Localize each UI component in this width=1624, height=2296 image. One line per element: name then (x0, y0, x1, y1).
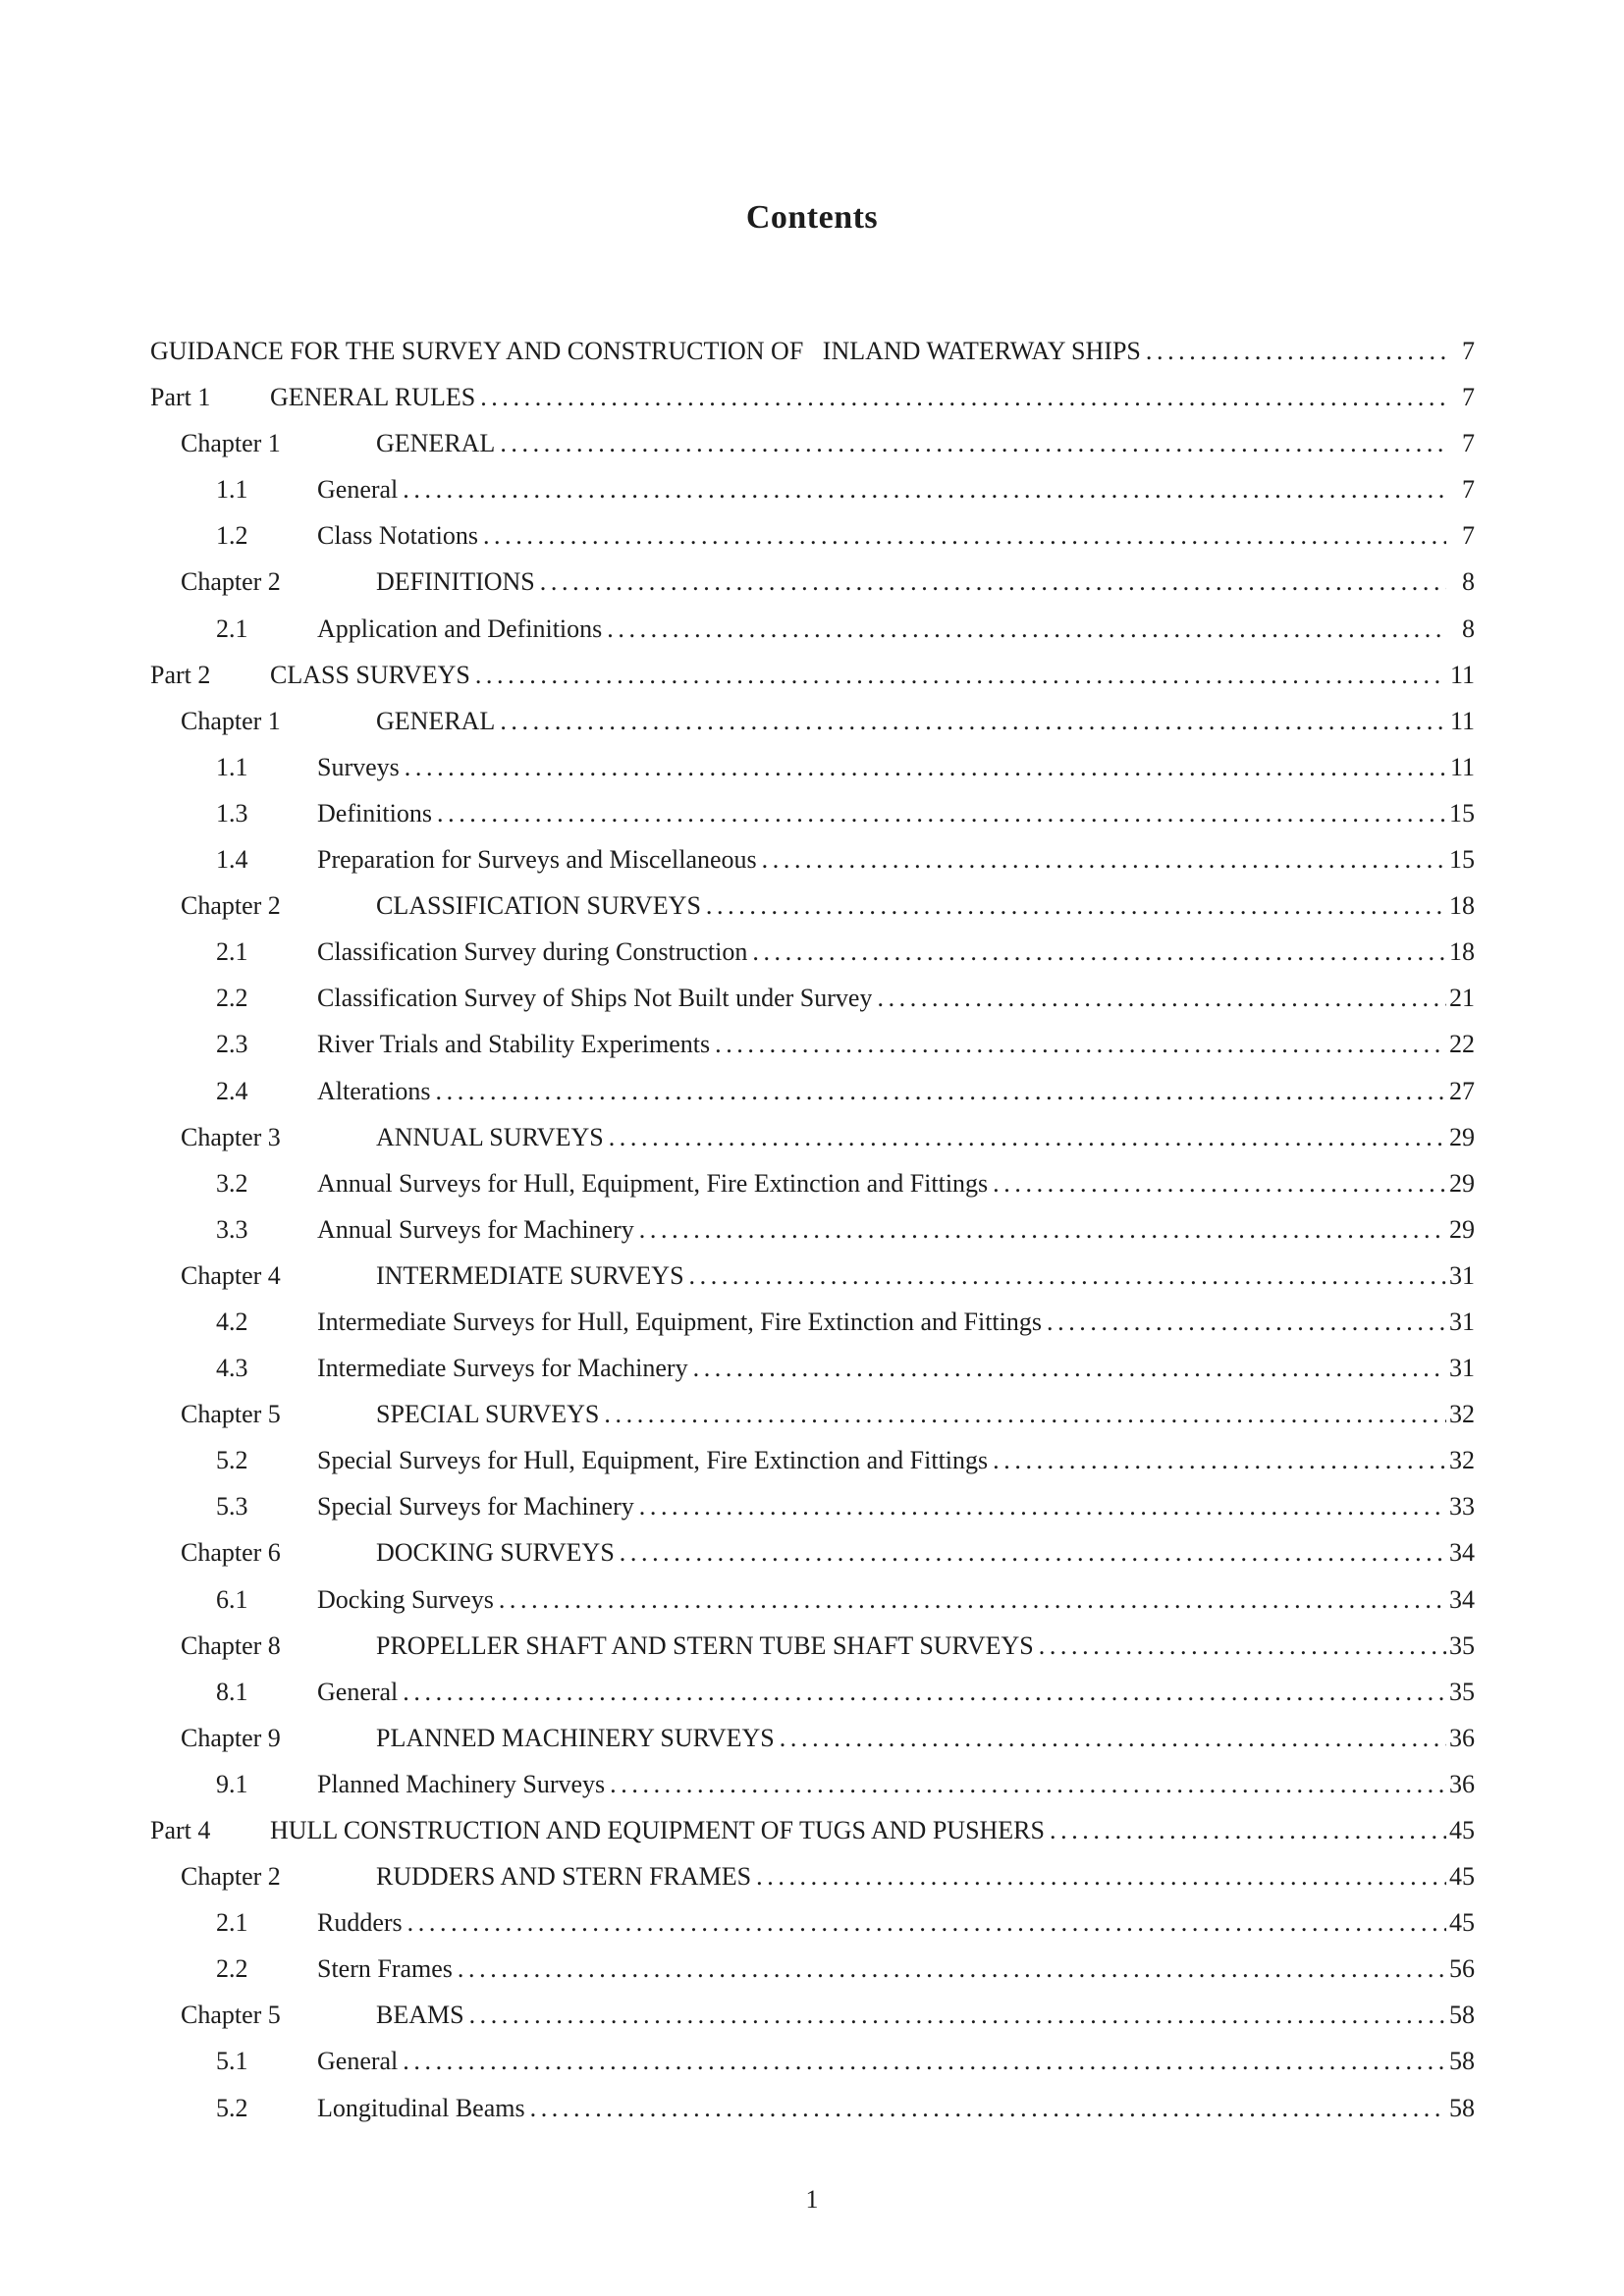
toc-entry-title: SPECIAL SURVEYS (376, 1400, 600, 1429)
toc-entry-page: 58 (1449, 2093, 1475, 2122)
toc-entry-number: 2.1 (216, 1908, 248, 1938)
toc-entry-title: HULL CONSTRUCTION AND EQUIPMENT OF TUGS AND PUSHERS (270, 1816, 1045, 1844)
toc-entry-page: 8 (1462, 614, 1475, 643)
toc-entry-title: GENERAL (376, 429, 496, 458)
toc-dot-leader (469, 1992, 1446, 2038)
toc-entry-title: Class Notations (317, 521, 478, 551)
toc-entry-title: GUIDANCE FOR THE SURVEY AND CONSTRUCTION OF INLAND WATERWAY SHIPS (150, 337, 1141, 365)
toc-entry (150, 975, 1475, 1021)
toc-entry-page: 11 (1449, 660, 1475, 689)
toc-entry-page: 8 (1462, 567, 1475, 597)
toc-dot-leader (436, 1068, 1446, 1114)
toc-dot-leader (693, 1345, 1446, 1391)
toc-entry-number: 3.3 (216, 1214, 248, 1244)
toc-entry-number: 2.4 (216, 1076, 248, 1105)
toc-entry-title: Intermediate Surveys for Hull, Equipment, Fire Extinction and Fittings (317, 1307, 1042, 1336)
toc-entry (150, 466, 1475, 512)
toc-entry-number: 4.2 (216, 1307, 248, 1336)
toc-entry-page: 11 (1449, 752, 1475, 781)
toc-entry (150, 744, 1475, 790)
toc-entry-page: 11 (1449, 706, 1475, 735)
toc-entry-page: 27 (1449, 1076, 1475, 1105)
toc-entry-page: 45 (1449, 1816, 1475, 1844)
toc-entry-page: 7 (1462, 475, 1475, 505)
toc-dot-leader (403, 1669, 1446, 1715)
toc-dot-leader (500, 420, 1446, 466)
toc-entry-number: 8.1 (216, 1677, 248, 1706)
toc-entry-number: Chapter 3 (181, 1122, 281, 1151)
toc-entry-title: Classification Survey during Construction (317, 937, 748, 967)
toc-entry-number: Chapter 2 (181, 891, 281, 921)
toc-dot-leader (403, 466, 1446, 512)
page-title: Contents (745, 199, 879, 236)
toc-entry-title: RUDDERS AND STERN FRAMES (376, 1862, 752, 1892)
toc-entry-title: Special Surveys for Hull, Equipment, Fire Extinction and Fittings (317, 1446, 989, 1475)
table-of-contents (150, 328, 1475, 2131)
toc-entry-title: Preparation for Surveys and Miscellaneous (317, 845, 757, 875)
toc-entry-number: 9.1 (216, 1769, 248, 1798)
toc-dot-leader (403, 2038, 1446, 2084)
toc-entry-page: 29 (1449, 1168, 1475, 1198)
toc-entry-page: 45 (1449, 1862, 1475, 1892)
toc-entry-title: Definitions (317, 798, 432, 828)
toc-entry-page: 18 (1449, 891, 1475, 921)
toc-entry-number: 5.3 (216, 1492, 248, 1522)
toc-entry (150, 1623, 1475, 1669)
toc-dot-leader (604, 1391, 1446, 1437)
toc-entry-title: Surveys (317, 752, 400, 781)
toc-entry-number: 1.2 (216, 521, 248, 551)
toc-entry-page: 36 (1449, 1769, 1475, 1798)
toc-entry (150, 882, 1475, 929)
toc-entry-title: DEFINITIONS (376, 567, 535, 597)
toc-entry (150, 559, 1475, 605)
toc-entry-number: Chapter 6 (181, 1538, 281, 1568)
toc-entry-page: 7 (1462, 429, 1475, 458)
toc-entry-title: Stern Frames (317, 1954, 453, 1984)
toc-dot-leader (607, 606, 1446, 652)
toc-entry-page: 58 (1449, 2001, 1475, 2030)
toc-dot-leader (1146, 328, 1446, 374)
toc-dot-leader (756, 1853, 1446, 1899)
toc-entry-number: Chapter 2 (181, 567, 281, 597)
toc-entry-title: CLASS SURVEYS (270, 660, 470, 689)
toc-entry (150, 1253, 1475, 1299)
toc-dot-leader (458, 1946, 1446, 1992)
toc-entry-number: 1.1 (216, 475, 248, 505)
toc-entry-title: Classification Survey of Ships Not Built under Survey (317, 984, 873, 1013)
toc-entry (150, 374, 1475, 420)
toc-entry-number: Chapter 5 (181, 1400, 281, 1429)
toc-entry-title: General (317, 2047, 399, 2076)
toc-dot-leader (1047, 1299, 1446, 1345)
toc-entry (150, 1576, 1475, 1623)
toc-entry-page: 7 (1462, 337, 1475, 365)
toc-entry (150, 698, 1475, 744)
toc-entry-page: 29 (1449, 1122, 1475, 1151)
toc-entry (150, 1391, 1475, 1437)
toc-entry (150, 420, 1475, 466)
toc-entry-page: 45 (1449, 1908, 1475, 1938)
toc-entry-number: Part 4 (150, 1816, 211, 1844)
toc-entry-number: 3.2 (216, 1168, 248, 1198)
toc-entry-number: 1.4 (216, 845, 248, 875)
toc-entry (150, 1206, 1475, 1253)
toc-dot-leader (540, 559, 1446, 605)
toc-entry-page: 32 (1449, 1446, 1475, 1475)
toc-entry-page: 31 (1449, 1354, 1475, 1383)
toc-entry-number: Chapter 8 (181, 1630, 281, 1660)
toc-entry-title: ANNUAL SURVEYS (376, 1122, 604, 1151)
toc-entry-page: 31 (1449, 1307, 1475, 1336)
toc-entry-title: GENERAL RULES (270, 383, 476, 412)
toc-entry-title: DOCKING SURVEYS (376, 1538, 615, 1568)
toc-entry (150, 1021, 1475, 1067)
toc-entry (150, 1299, 1475, 1345)
toc-entry (150, 1669, 1475, 1715)
toc-dot-leader (993, 1160, 1446, 1206)
toc-entry-title: Rudders (317, 1908, 403, 1938)
toc-entry-number: 2.3 (216, 1030, 248, 1059)
toc-entry-title: Intermediate Surveys for Machinery (317, 1354, 688, 1383)
toc-dot-leader (639, 1483, 1446, 1529)
toc-entry-number: Part 1 (150, 383, 211, 412)
toc-dot-leader (1050, 1807, 1446, 1853)
toc-entry (150, 1160, 1475, 1206)
toc-entry (150, 652, 1475, 698)
toc-entry (150, 1992, 1475, 2038)
toc-dot-leader (500, 698, 1446, 744)
toc-dot-leader (689, 1253, 1446, 1299)
toc-entry-page: 58 (1449, 2047, 1475, 2076)
toc-entry-page: 35 (1449, 1677, 1475, 1706)
toc-entry-number: 1.1 (216, 752, 248, 781)
toc-entry-title: PLANNED MACHINERY SURVEYS (376, 1723, 775, 1752)
toc-entry-title: Special Surveys for Machinery (317, 1492, 634, 1522)
toc-entry (150, 606, 1475, 652)
toc-entry-number: 1.3 (216, 798, 248, 828)
toc-entry (150, 790, 1475, 836)
toc-entry-number: 5.1 (216, 2047, 248, 2076)
toc-entry-page: 35 (1449, 1630, 1475, 1660)
toc-entry-page: 56 (1449, 1954, 1475, 1984)
toc-entry-title: Docking Surveys (317, 1584, 494, 1614)
toc-entry (150, 1114, 1475, 1160)
toc-entry-page: 31 (1449, 1260, 1475, 1290)
toc-entry-page: 29 (1449, 1214, 1475, 1244)
toc-entry-number: Part 2 (150, 660, 211, 689)
toc-entry (150, 1807, 1475, 1853)
toc-dot-leader (752, 929, 1446, 975)
toc-entry-title: BEAMS (376, 2001, 464, 2030)
toc-entry-page: 7 (1462, 521, 1475, 551)
toc-dot-leader (480, 374, 1446, 420)
toc-dot-leader (620, 1529, 1446, 1575)
toc-entry-number: Chapter 2 (181, 1862, 281, 1892)
toc-entry-page: 15 (1449, 845, 1475, 875)
toc-entry-title: Planned Machinery Surveys (317, 1769, 606, 1798)
toc-dot-leader (877, 975, 1446, 1021)
toc-dot-leader (609, 1114, 1446, 1160)
toc-entry-title: INTERMEDIATE SURVEYS (376, 1260, 684, 1290)
toc-entry-page: 15 (1449, 798, 1475, 828)
toc-entry (150, 2038, 1475, 2084)
toc-entry-title: Annual Surveys for Hull, Equipment, Fire Extinction and Fittings (317, 1168, 989, 1198)
toc-entry-title: Application and Definitions (317, 614, 603, 643)
toc-entry-number: 2.1 (216, 614, 248, 643)
toc-entry-page: 22 (1449, 1030, 1475, 1059)
toc-dot-leader (706, 882, 1446, 929)
toc-entry-number: 5.2 (216, 2093, 248, 2122)
toc-entry-title: Longitudinal Beams (317, 2093, 525, 2122)
toc-entry-page: 18 (1449, 937, 1475, 967)
toc-dot-leader (715, 1021, 1446, 1067)
toc-entry-number: Chapter 1 (181, 429, 281, 458)
toc-dot-leader (780, 1715, 1446, 1761)
toc-entry (150, 1761, 1475, 1807)
toc-dot-leader (762, 836, 1446, 882)
toc-dot-leader (475, 652, 1446, 698)
toc-entry-page: 34 (1449, 1584, 1475, 1614)
toc-entry-title: Annual Surveys for Machinery (317, 1214, 634, 1244)
toc-entry-page: 7 (1462, 383, 1475, 412)
toc-entry-number: 2.2 (216, 984, 248, 1013)
toc-entry (150, 1715, 1475, 1761)
toc-dot-leader (407, 1899, 1446, 1946)
toc-entry-title: River Trials and Stability Experiments (317, 1030, 711, 1059)
toc-entry (150, 1946, 1475, 1992)
toc-entry-page: 33 (1449, 1492, 1475, 1522)
toc-entry (150, 1853, 1475, 1899)
toc-dot-leader (610, 1761, 1446, 1807)
toc-entry-number: 6.1 (216, 1584, 248, 1614)
toc-entry-title: PROPELLER SHAFT AND STERN TUBE SHAFT SURVEYS (376, 1630, 1034, 1660)
toc-dot-leader (499, 1576, 1446, 1623)
toc-dot-leader (530, 2085, 1446, 2131)
toc-dot-leader (483, 512, 1446, 559)
toc-entry-title: General (317, 1677, 399, 1706)
toc-entry (150, 512, 1475, 559)
toc-dot-leader (437, 790, 1446, 836)
toc-entry (150, 929, 1475, 975)
toc-entry-page: 34 (1449, 1538, 1475, 1568)
toc-entry-number: Chapter 5 (181, 2001, 281, 2030)
toc-entry (150, 1483, 1475, 1529)
toc-entry (150, 328, 1475, 374)
toc-dot-leader (639, 1206, 1446, 1253)
toc-entry-number: Chapter 1 (181, 706, 281, 735)
toc-entry (150, 1529, 1475, 1575)
toc-entry-number: 5.2 (216, 1446, 248, 1475)
toc-entry (150, 1345, 1475, 1391)
toc-entry-title: CLASSIFICATION SURVEYS (376, 891, 701, 921)
toc-dot-leader (1039, 1623, 1446, 1669)
toc-dot-leader (993, 1437, 1446, 1483)
toc-entry-page: 32 (1449, 1400, 1475, 1429)
toc-entry-page: 21 (1449, 984, 1475, 1013)
toc-entry (150, 1899, 1475, 1946)
toc-entry-title: GENERAL (376, 706, 496, 735)
page-number-footer: 1 (805, 2185, 819, 2214)
toc-entry-page: 36 (1449, 1723, 1475, 1752)
toc-entry-number: Chapter 4 (181, 1260, 281, 1290)
toc-entry-number: 2.1 (216, 937, 248, 967)
toc-entry (150, 2085, 1475, 2131)
toc-entry-title: General (317, 475, 399, 505)
toc-entry (150, 1068, 1475, 1114)
toc-entry-number: Chapter 9 (181, 1723, 281, 1752)
toc-entry (150, 836, 1475, 882)
toc-entry-number: 2.2 (216, 1954, 248, 1984)
toc-entry-title: Alterations (317, 1076, 431, 1105)
toc-entry-number: 4.3 (216, 1354, 248, 1383)
toc-dot-leader (405, 744, 1446, 790)
toc-entry (150, 1437, 1475, 1483)
